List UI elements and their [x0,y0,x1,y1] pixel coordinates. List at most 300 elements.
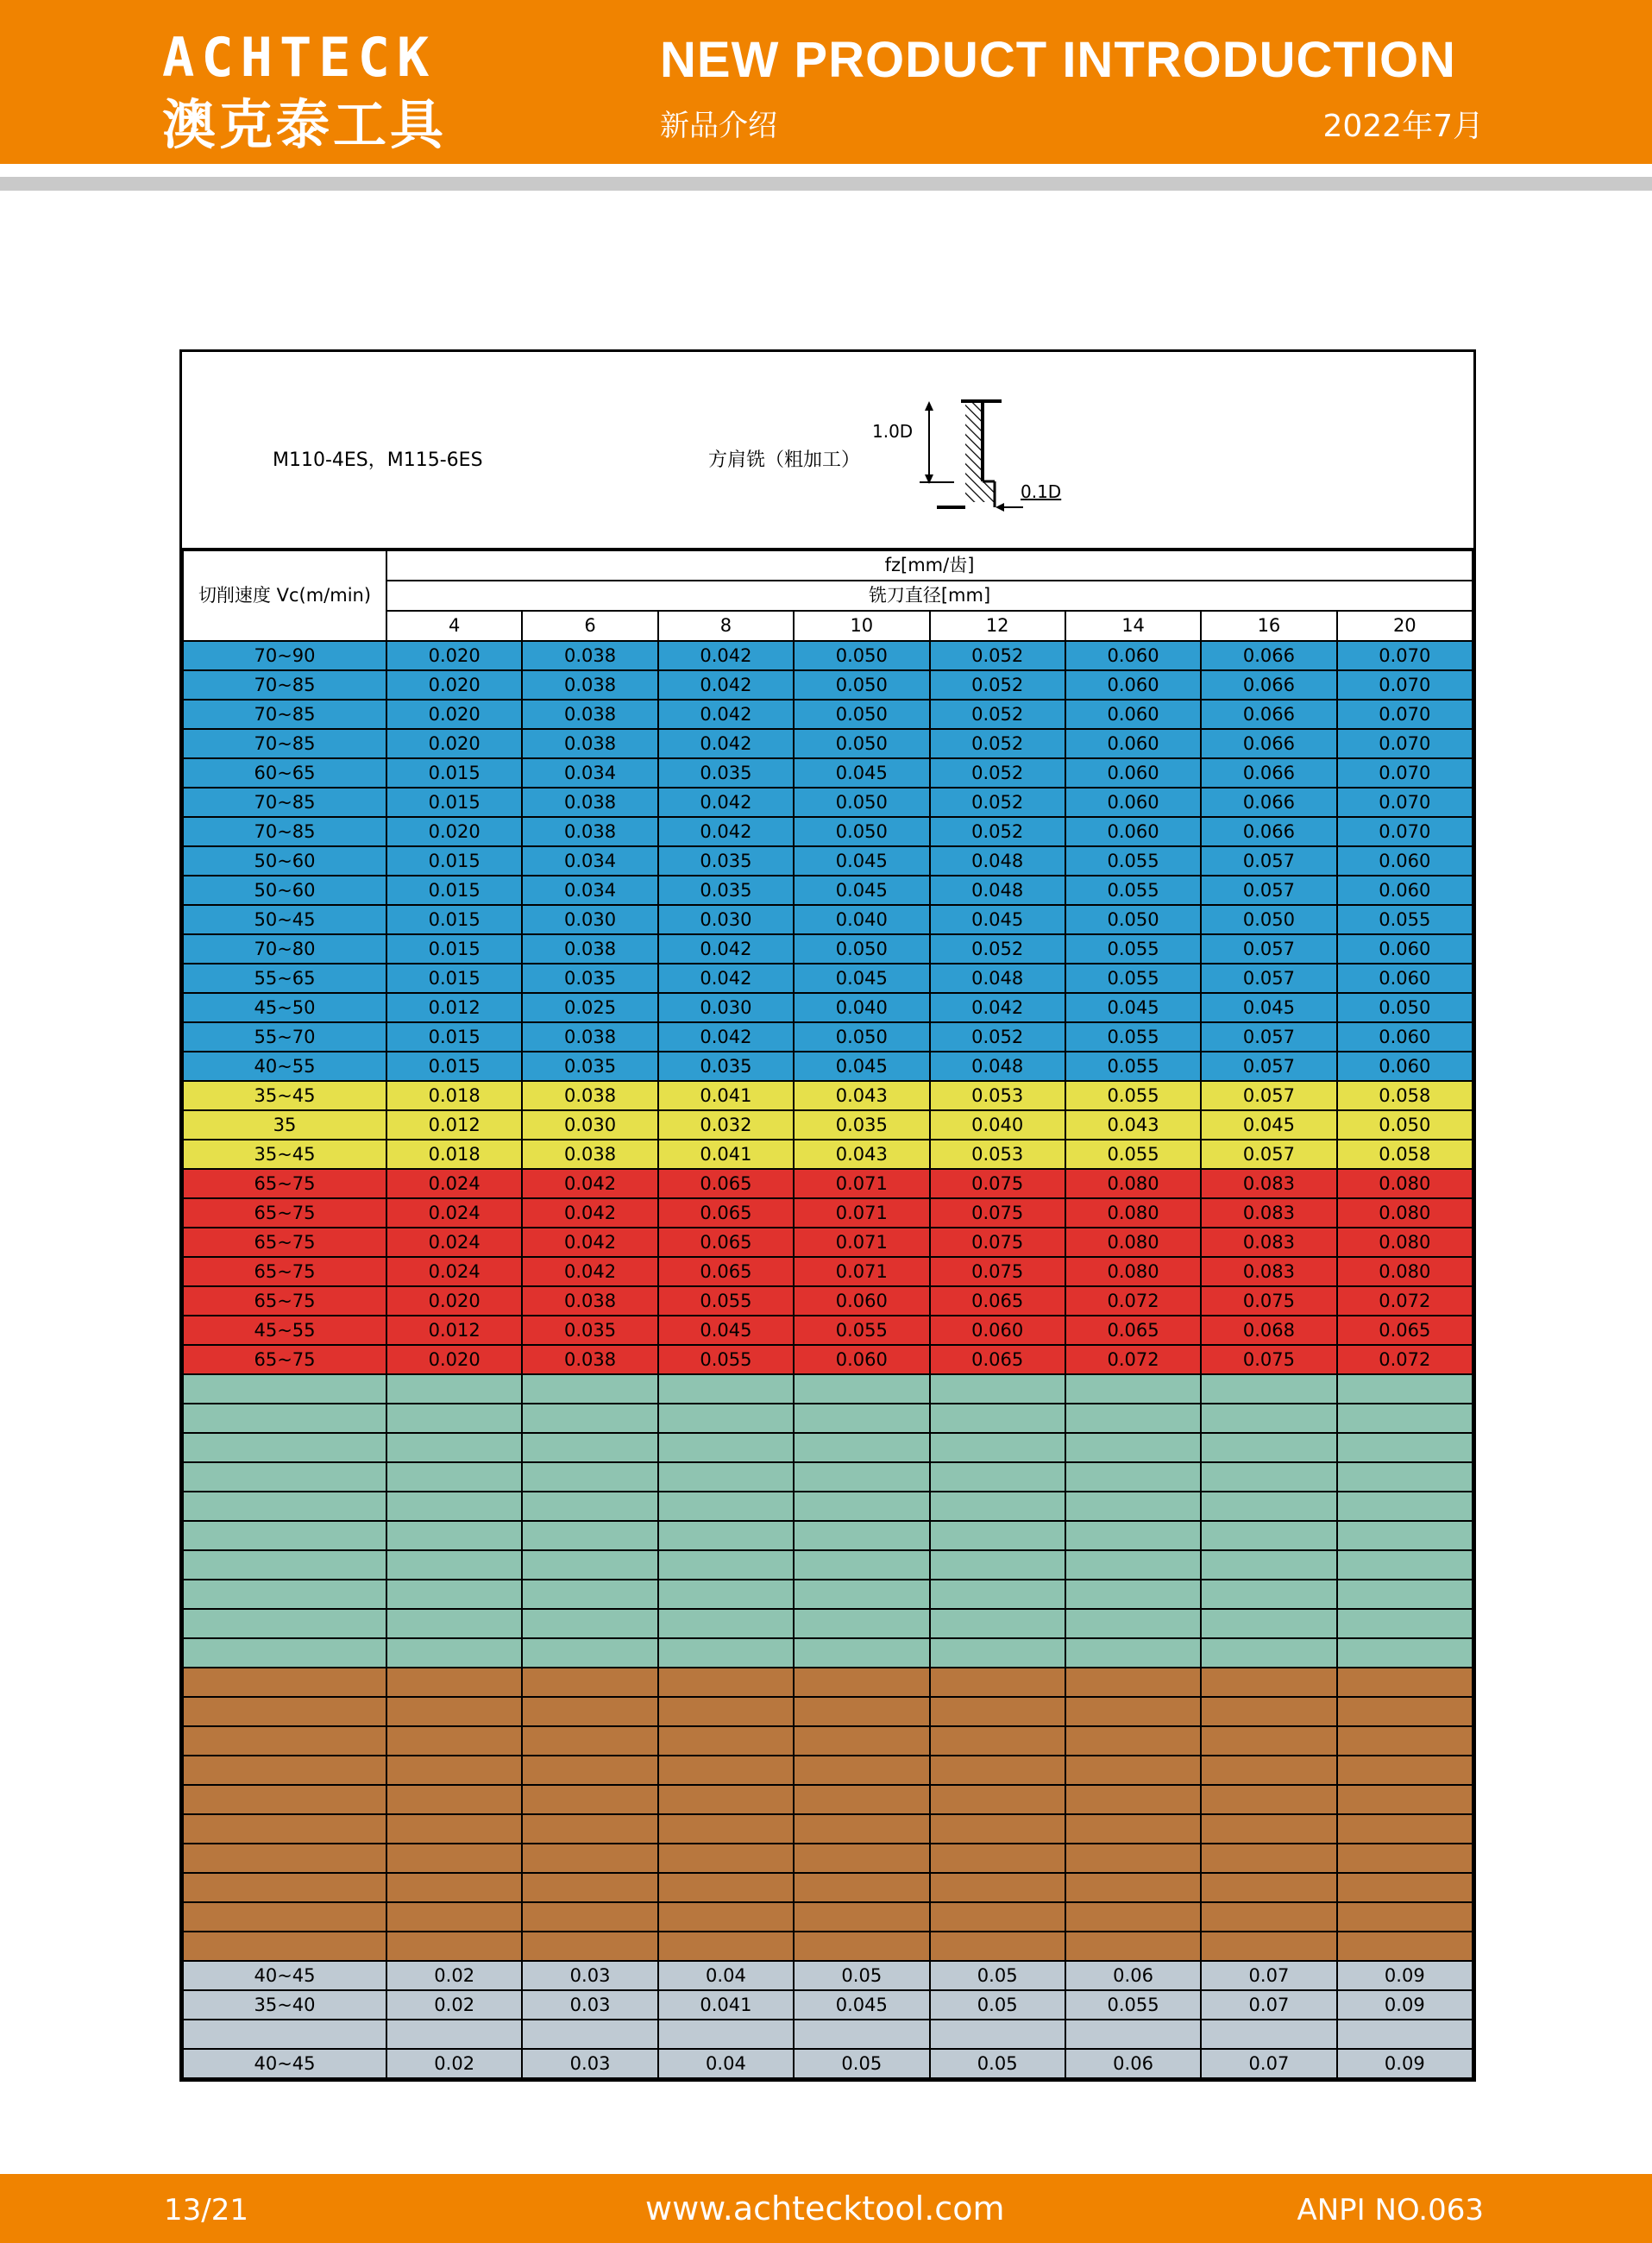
fz-cell: 0.070 [1337,700,1473,729]
table-row [183,993,1473,1022]
fz-cell: 0.057 [1201,1081,1336,1110]
fz-cell: 0.038 [522,1286,657,1316]
vc-cell [183,1462,386,1492]
fz-cell: 0.080 [1065,1198,1201,1228]
vc-cell: 55~65 [183,964,386,993]
fz-cell: 0.030 [658,993,794,1022]
page-header [0,0,1652,164]
fz-cell: 0.05 [930,1961,1065,1990]
fz-cell [1337,1550,1473,1580]
fz-cell [1201,1580,1336,1609]
fz-cell: 0.038 [522,1022,657,1052]
fz-cell: 0.055 [1065,1022,1201,1052]
fz-cell: 0.045 [794,1990,929,2020]
vc-cell: 65~75 [183,1198,386,1228]
table-title-box [182,352,1473,550]
fz-cell: 0.042 [658,1022,794,1052]
fz-cell: 0.042 [658,934,794,964]
fz-cell: 0.015 [386,876,522,905]
fz-cell: 0.055 [1065,1081,1201,1110]
diameter-value: 8 [658,611,794,641]
fz-cell: 0.06 [1065,1961,1201,1990]
logo-text-en: ACHTECK [162,26,437,89]
fz-cell [658,1697,794,1726]
fz-cell [930,1902,1065,1932]
fz-cell: 0.072 [1337,1345,1473,1374]
fz-cell: 0.057 [1201,1140,1336,1169]
fz-cell: 0.052 [930,788,1065,817]
table-row [183,846,1473,876]
fz-cell: 0.057 [1201,846,1336,876]
fz-cell: 0.070 [1337,670,1473,700]
fz-cell [386,1785,522,1814]
fz-cell: 0.034 [522,758,657,788]
table-row [183,1580,1473,1609]
table-row [183,1462,1473,1492]
fz-cell: 0.055 [794,1316,929,1345]
fz-cell: 0.057 [1201,1022,1336,1052]
fz-cell: 0.065 [930,1345,1065,1374]
fz-cell: 0.050 [794,670,929,700]
fz-cell [522,1873,657,1902]
table-row [183,1257,1473,1286]
fz-cell [522,1697,657,1726]
fz-cell [930,1521,1065,1550]
fz-cell: 0.066 [1201,817,1336,846]
fz-cell [794,1697,929,1726]
fz-cell [1065,2020,1201,2049]
fz-cell [794,1580,929,1609]
fz-cell [794,1609,929,1638]
fz-cell: 0.080 [1065,1228,1201,1257]
fz-cell: 0.071 [794,1228,929,1257]
header-divider [0,177,1652,191]
vc-cell: 50~60 [183,876,386,905]
table-row [183,1081,1473,1110]
fz-cell [658,1492,794,1521]
fz-cell [1337,1844,1473,1873]
fz-cell [386,1462,522,1492]
fz-cell: 0.075 [1201,1286,1336,1316]
fz-cell [1337,1726,1473,1756]
vc-cell: 70~80 [183,934,386,964]
fz-cell: 0.066 [1201,788,1336,817]
fz-cell [1201,1814,1336,1844]
fz-cell [1201,1668,1336,1697]
fz-cell: 0.071 [794,1257,929,1286]
fz-cell: 0.055 [658,1345,794,1374]
fz-cell: 0.015 [386,758,522,788]
fz-cell: 0.024 [386,1198,522,1228]
fz-cell: 0.060 [930,1316,1065,1345]
fz-cell: 0.038 [522,700,657,729]
fz-cell [522,1580,657,1609]
fz-cell [522,1404,657,1433]
fz-cell [386,1932,522,1961]
fz-cell [386,1433,522,1462]
table-row [183,1961,1473,1990]
fz-cell [658,1638,794,1668]
fz-cell [522,1492,657,1521]
fz-cell: 0.066 [1201,758,1336,788]
fz-cell [930,2020,1065,2049]
fz-cell: 0.080 [1065,1169,1201,1198]
fz-cell [1065,1580,1201,1609]
fz-cell: 0.048 [930,876,1065,905]
vc-cell [183,2020,386,2049]
table-row [183,1286,1473,1316]
fz-cell [1201,1726,1336,1756]
fz-cell [1337,1756,1473,1785]
fz-cell: 0.052 [930,729,1065,758]
fz-cell: 0.075 [930,1169,1065,1198]
fz-cell: 0.065 [658,1257,794,1286]
fz-cell: 0.042 [522,1257,657,1286]
table-row [183,964,1473,993]
fz-cell [522,1374,657,1404]
vc-cell [183,1404,386,1433]
fz-cell: 0.066 [1201,729,1336,758]
fz-cell: 0.042 [522,1228,657,1257]
fz-cell: 0.045 [794,1052,929,1081]
fz-cell: 0.050 [794,934,929,964]
fz-cell [1337,1462,1473,1492]
vc-cell: 70~85 [183,670,386,700]
fz-cell: 0.065 [658,1228,794,1257]
fz-cell: 0.052 [930,934,1065,964]
fz-cell [1201,1550,1336,1580]
fz-cell [386,1726,522,1756]
table-row [183,1316,1473,1345]
fz-cell: 0.042 [522,1169,657,1198]
fz-cell [386,1697,522,1726]
fz-cell: 0.060 [1337,876,1473,905]
fz-cell: 0.015 [386,788,522,817]
fz-cell [658,1580,794,1609]
fz-cell: 0.080 [1337,1169,1473,1198]
header-subtitle: 新品介绍 [660,109,777,143]
fz-cell: 0.060 [794,1286,929,1316]
fz-cell [386,1844,522,1873]
table-row [183,1756,1473,1785]
diameter-value: 14 [1065,611,1201,641]
fz-cell [930,1814,1065,1844]
fz-cell [386,1668,522,1697]
fz-cell: 0.055 [1065,1990,1201,2020]
fz-cell [1065,1726,1201,1756]
fz-cell: 0.06 [1065,2049,1201,2078]
process-name: 方肩铣（粗加工） [708,449,861,471]
fz-cell [658,1668,794,1697]
fz-cell: 0.015 [386,934,522,964]
fz-cell [930,1844,1065,1873]
vc-cell: 65~75 [183,1257,386,1286]
fz-cell: 0.042 [658,817,794,846]
fz-cell [658,1404,794,1433]
fz-cell [930,1873,1065,1902]
fz-cell: 0.068 [1201,1316,1336,1345]
fz-cell [1201,1521,1336,1550]
fz-cell [1065,1873,1201,1902]
fz-cell [1201,1492,1336,1521]
fz-cell: 0.057 [1201,876,1336,905]
fz-cell [1337,1785,1473,1814]
fz-cell [1201,1697,1336,1726]
page-number: 13/21 [164,2193,248,2227]
fz-cell: 0.042 [658,964,794,993]
fz-cell: 0.048 [930,964,1065,993]
fz-cell: 0.072 [1065,1286,1201,1316]
fz-cell: 0.060 [1065,817,1201,846]
fz-cell: 0.058 [1337,1140,1473,1169]
fz-cell [1065,1521,1201,1550]
fz-cell [1065,1668,1201,1697]
vc-cell: 70~90 [183,641,386,670]
table-row [183,729,1473,758]
fz-cell [1337,1697,1473,1726]
fz-cell: 0.043 [794,1081,929,1110]
fz-cell [658,1902,794,1932]
fz-cell: 0.075 [930,1198,1065,1228]
fz-cell: 0.035 [522,1316,657,1345]
fz-cell [930,1550,1065,1580]
fz-cell [794,1873,929,1902]
table-row [183,1697,1473,1726]
fz-cell: 0.07 [1201,1990,1336,2020]
fz-cell: 0.060 [1337,1052,1473,1081]
fz-cell: 0.032 [658,1110,794,1140]
fz-cell: 0.070 [1337,817,1473,846]
fz-cell: 0.055 [1065,1140,1201,1169]
vc-cell: 70~85 [183,788,386,817]
fz-cell [930,1609,1065,1638]
table-row [183,2049,1473,2078]
fz-cell: 0.024 [386,1228,522,1257]
fz-cell: 0.065 [1065,1316,1201,1345]
fz-cell [658,2020,794,2049]
fz-cell: 0.038 [522,641,657,670]
fz-cell: 0.050 [794,1022,929,1052]
header-date: 2022年7月 [1322,109,1484,144]
vc-cell: 50~60 [183,846,386,876]
vc-cell: 40~45 [183,1961,386,1990]
fz-cell: 0.030 [522,905,657,934]
fz-cell: 0.083 [1201,1169,1336,1198]
table-row [183,1404,1473,1433]
fz-cell [1065,1697,1201,1726]
table-row [183,788,1473,817]
fz-cell [386,1756,522,1785]
fz-cell [658,1814,794,1844]
fz-cell: 0.024 [386,1257,522,1286]
vc-cell [183,1902,386,1932]
fz-cell: 0.035 [522,1052,657,1081]
fz-cell: 0.035 [658,758,794,788]
table-row [183,1140,1473,1169]
fz-cell [386,1404,522,1433]
fz-cell [794,1785,929,1814]
fz-cell: 0.052 [930,758,1065,788]
fz-cell [930,1374,1065,1404]
diameter-value: 6 [522,611,657,641]
vc-cell [183,1668,386,1697]
fz-cell: 0.041 [658,1140,794,1169]
fz-cell [1065,1433,1201,1462]
vc-cell [183,1521,386,1550]
fz-cell [1337,1932,1473,1961]
vc-cell [183,1638,386,1668]
fz-cell [658,1873,794,1902]
fz-cell: 0.065 [658,1169,794,1198]
table-row [183,1022,1473,1052]
fz-cell: 0.02 [386,1961,522,1990]
fz-cell: 0.057 [1201,1052,1336,1081]
fz-cell: 0.055 [1337,905,1473,934]
fz-cell: 0.03 [522,1990,657,2020]
fz-cell [1065,1462,1201,1492]
fz-cell: 0.060 [1065,729,1201,758]
fz-cell: 0.05 [930,1990,1065,2020]
fz-cell: 0.070 [1337,788,1473,817]
table-row [183,1550,1473,1580]
diameter-value: 20 [1337,611,1473,641]
fz-cell: 0.042 [658,670,794,700]
fz-cell: 0.065 [658,1198,794,1228]
fz-cell: 0.060 [1337,846,1473,876]
fz-cell: 0.024 [386,1169,522,1198]
fz-cell: 0.052 [930,670,1065,700]
depth-label: 1.0D [872,421,914,442]
logo-text-cn: 澳克泰工具 [162,93,448,156]
fz-cell [794,1404,929,1433]
fz-cell [1337,1580,1473,1609]
table-row [183,1990,1473,2020]
fz-cell [1201,1873,1336,1902]
vc-cell: 55~70 [183,1022,386,1052]
fz-cell [794,1844,929,1873]
fz-cell [386,1638,522,1668]
fz-cell: 0.050 [1065,905,1201,934]
fz-cell [658,1609,794,1638]
fz-cell: 0.05 [930,2049,1065,2078]
fz-cell: 0.055 [1065,876,1201,905]
fz-cell: 0.035 [522,964,657,993]
table-row [183,1228,1473,1257]
fz-cell: 0.020 [386,641,522,670]
fz-cell [1065,1374,1201,1404]
fz-cell [522,1785,657,1814]
table-row [183,1844,1473,1873]
fz-cell: 0.015 [386,905,522,934]
fz-cell: 0.09 [1337,1961,1473,1990]
fz-cell: 0.057 [1201,934,1336,964]
fz-cell: 0.066 [1201,641,1336,670]
fz-cell: 0.083 [1201,1228,1336,1257]
fz-cell [1065,1638,1201,1668]
fz-cell [1201,1756,1336,1785]
fz-cell: 0.083 [1201,1198,1336,1228]
fz-cell: 0.060 [1065,788,1201,817]
fz-cell [930,1462,1065,1492]
fz-cell [930,1697,1065,1726]
fz-cell: 0.03 [522,2049,657,2078]
fz-cell: 0.018 [386,1081,522,1110]
fz-cell [1065,1902,1201,1932]
fz-header: fz[mm/齿] [386,550,1473,581]
fz-cell [658,1785,794,1814]
fz-cell: 0.050 [794,700,929,729]
fz-cell: 0.060 [1065,670,1201,700]
fz-cell: 0.055 [658,1286,794,1316]
fz-cell [386,1521,522,1550]
fz-cell: 0.071 [794,1169,929,1198]
vc-cell [183,1814,386,1844]
fz-cell: 0.020 [386,1345,522,1374]
fz-cell: 0.038 [522,1345,657,1374]
fz-cell [1065,1932,1201,1961]
cutting-data-table-block [179,349,1476,2082]
fz-cell [1065,1492,1201,1521]
vc-cell [183,1726,386,1756]
table-row [183,1521,1473,1550]
fz-cell: 0.050 [794,641,929,670]
fz-cell: 0.045 [1201,993,1336,1022]
fz-cell: 0.045 [1201,1110,1336,1140]
fz-cell [1337,1902,1473,1932]
fz-cell [386,1580,522,1609]
fz-cell: 0.030 [522,1110,657,1140]
fz-cell [1337,1668,1473,1697]
step-label: 0.1D [1021,481,1062,502]
table-row [183,934,1473,964]
fz-cell [658,1932,794,1961]
table-row [183,1374,1473,1404]
fz-cell: 0.042 [658,788,794,817]
fz-cell: 0.080 [1337,1198,1473,1228]
vc-cell: 40~55 [183,1052,386,1081]
website-link[interactable]: www.achtecktool.com [645,2190,1005,2227]
fz-cell: 0.045 [794,876,929,905]
table-row [183,1609,1473,1638]
fz-cell: 0.053 [930,1140,1065,1169]
fz-cell: 0.060 [1337,1022,1473,1052]
fz-cell: 0.09 [1337,1990,1473,2020]
fz-cell [1065,1404,1201,1433]
fz-cell [794,1932,929,1961]
table-row [183,1433,1473,1462]
fz-cell [794,1374,929,1404]
fz-cell [930,1580,1065,1609]
vc-cell [183,1492,386,1521]
table-row [183,905,1473,934]
diameter-value: 4 [386,611,522,641]
fz-cell: 0.042 [930,993,1065,1022]
vc-cell: 60~65 [183,758,386,788]
fz-cell: 0.045 [658,1316,794,1345]
fz-cell [1337,1873,1473,1902]
vc-cell [183,1844,386,1873]
fz-cell [1201,1374,1336,1404]
fz-cell: 0.012 [386,993,522,1022]
fz-cell: 0.020 [386,817,522,846]
fz-cell: 0.04 [658,1961,794,1990]
fz-cell: 0.052 [930,700,1065,729]
fz-cell: 0.045 [1065,993,1201,1022]
fz-cell: 0.038 [522,729,657,758]
fz-cell [386,1814,522,1844]
fz-cell [386,1550,522,1580]
fz-cell [522,2020,657,2049]
